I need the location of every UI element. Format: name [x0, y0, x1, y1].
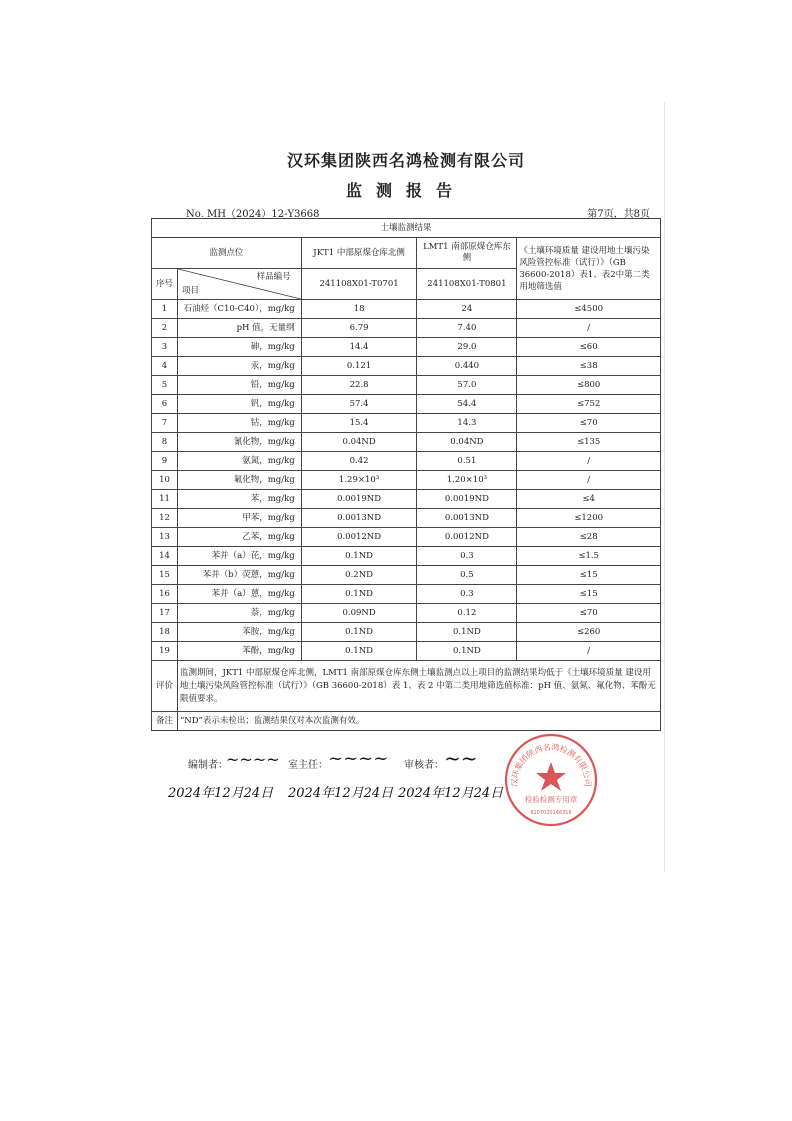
row-col1-value: 0.1ND	[301, 547, 417, 566]
company-name: 汉环集团陕西名鸿检测有限公司	[286, 151, 525, 170]
row-col1-value: 6.79	[301, 319, 417, 338]
row-item: 苯并（a）蒽，mg/kg	[177, 585, 301, 604]
row-number: 11	[152, 490, 178, 509]
row-number: 13	[152, 528, 178, 547]
row-col2-value: 14.3	[417, 414, 517, 433]
row-item: 砷，mg/kg	[177, 338, 301, 357]
row-standard: ≤4	[517, 490, 661, 509]
row-standard: ≤38	[517, 357, 661, 376]
sample-label: 样品编号	[256, 272, 291, 282]
row-col2-value: 29.0	[417, 338, 517, 357]
row-col2-value: 0.51	[417, 452, 517, 471]
row-number: 18	[152, 623, 178, 642]
row-col2-value: 0.1ND	[417, 623, 517, 642]
row-number: 1	[152, 300, 178, 319]
table-row	[152, 604, 661, 623]
point-label: 监测点位	[152, 238, 302, 269]
table-row	[152, 414, 661, 433]
reviewer-label: 审核者：	[404, 760, 444, 771]
row-number: 2	[152, 319, 178, 338]
row-number: 4	[152, 357, 178, 376]
row-number: 8	[152, 433, 178, 452]
row-col2-value: 0.5	[417, 566, 517, 585]
row-standard: /	[517, 452, 661, 471]
row-standard: ≤1.5	[517, 547, 661, 566]
row-col2-value: 57.0	[417, 376, 517, 395]
soil-monitoring-table	[151, 218, 661, 731]
row-col2-value: 0.12	[417, 604, 517, 623]
row-col2-value: 24	[417, 300, 517, 319]
col2-point-name: LMT1 南部原煤仓库东侧	[417, 238, 517, 269]
row-col2-value: 1.20×10³	[417, 471, 517, 490]
eval-text: 监测期间，JKT1 中部原煤仓库北侧，LMT1 南部原煤仓库东侧土壤监测点以上项目的监测结果均低于《土壤环境质量 建设用地土壤污染风险管控标准（试行）》（GB 36600-2018）表 1、表 2 中第二类用地筛选值标准：pH 值、氨氮、氟化物、苯酚无限值要求。	[177, 661, 660, 712]
row-standard: ≤260	[517, 623, 661, 642]
row-item: 钴，mg/kg	[177, 414, 301, 433]
svg-text:检验检测专用章: 检验检测专用章	[524, 795, 578, 804]
row-number: 14	[152, 547, 178, 566]
remark-label: 备注	[152, 712, 178, 731]
seq-label: 序号	[152, 269, 178, 300]
row-col1-value: 0.2ND	[301, 566, 417, 585]
row-item: 甲苯，mg/kg	[177, 509, 301, 528]
row-col1-value: 0.0013ND	[301, 509, 417, 528]
official-stamp	[503, 732, 599, 828]
row-standard: /	[517, 471, 661, 490]
row-col1-value: 18	[301, 300, 417, 319]
row-col1-value: 0.121	[301, 357, 417, 376]
row-item: 苯胺，mg/kg	[177, 623, 301, 642]
table-row	[152, 452, 661, 471]
row-col1-value: 1.29×10³	[301, 471, 417, 490]
row-number: 3	[152, 338, 178, 357]
row-item: 苯酚，mg/kg	[177, 642, 301, 661]
table-row	[152, 319, 661, 338]
row-standard: /	[517, 319, 661, 338]
row-col1-value: 0.1ND	[301, 642, 417, 661]
item-label: 项目	[181, 286, 199, 296]
row-item: 汞，mg/kg	[177, 357, 301, 376]
report-title: 监测报告	[345, 181, 466, 200]
table-row	[152, 338, 661, 357]
row-item: 乙苯，mg/kg	[177, 528, 301, 547]
row-col2-value: 54.4	[417, 395, 517, 414]
row-number: 16	[152, 585, 178, 604]
svg-text:6107020146316: 6107020146316	[530, 810, 572, 816]
row-col1-value: 0.04ND	[301, 433, 417, 452]
row-col1-value: 15.4	[301, 414, 417, 433]
row-item: 石油烃（C10-C40），mg/kg	[177, 300, 301, 319]
editor-date: 2024年12月24日	[168, 786, 274, 801]
row-standard: ≤15	[517, 566, 661, 585]
row-col2-value: 0.0012ND	[417, 528, 517, 547]
row-item: 苯，mg/kg	[177, 490, 301, 509]
row-number: 5	[152, 376, 178, 395]
col1-point-name: JKT1 中部原煤仓库北侧	[301, 238, 417, 269]
row-col2-value: 0.3	[417, 547, 517, 566]
row-number: 12	[152, 509, 178, 528]
row-item: 苯并（b）荧蒽，mg/kg	[177, 566, 301, 585]
remark-text: “ND”表示未检出；监测结果仅对本次监测有效。	[177, 712, 660, 731]
row-col2-value: 0.04ND	[417, 433, 517, 452]
row-item: 苯并（a）芘，mg/kg	[177, 547, 301, 566]
row-col2-value: 0.440	[417, 357, 517, 376]
row-col2-value: 0.0013ND	[417, 509, 517, 528]
row-number: 9	[152, 452, 178, 471]
row-col1-value: 57.4	[301, 395, 417, 414]
row-col1-value: 0.09ND	[301, 604, 417, 623]
director-label: 室主任：	[288, 760, 328, 771]
row-standard: ≤752	[517, 395, 661, 414]
row-standard: ≤15	[517, 585, 661, 604]
report-number: No. MH（2024）12-Y3668	[186, 209, 320, 220]
row-standard: ≤800	[517, 376, 661, 395]
row-item: 氨氮，mg/kg	[177, 452, 301, 471]
row-number: 10	[152, 471, 178, 490]
row-standard: ≤4500	[517, 300, 661, 319]
table-row	[152, 623, 661, 642]
table-row	[152, 547, 661, 566]
row-standard: ≤70	[517, 604, 661, 623]
table-row	[152, 395, 661, 414]
table-row	[152, 509, 661, 528]
editor-label: 编制者：	[188, 760, 228, 771]
table-row	[152, 528, 661, 547]
row-col2-value: 0.0019ND	[417, 490, 517, 509]
row-number: 7	[152, 414, 178, 433]
reviewer-signature: ~~	[444, 746, 478, 770]
row-item: pH 值，无量纲	[177, 319, 301, 338]
row-col1-value: 14.4	[301, 338, 417, 357]
row-col1-value: 0.1ND	[301, 585, 417, 604]
table-row	[152, 642, 661, 661]
director-date: 2024年12月24日	[288, 786, 394, 801]
row-col2-value: 7.40	[417, 319, 517, 338]
row-number: 17	[152, 604, 178, 623]
row-col1-value: 0.42	[301, 452, 417, 471]
table-row	[152, 471, 661, 490]
row-col1-value: 0.0012ND	[301, 528, 417, 547]
row-number: 19	[152, 642, 178, 661]
editor-signature: ~~~~	[226, 750, 280, 769]
row-col2-value: 0.3	[417, 585, 517, 604]
table-row	[152, 357, 661, 376]
row-col1-value: 0.0019ND	[301, 490, 417, 509]
table-row	[152, 585, 661, 604]
col2-sample-id: 241108X01-T0801	[417, 269, 517, 300]
row-standard: ≤70	[517, 414, 661, 433]
table-row	[152, 300, 661, 319]
row-standard: ≤1200	[517, 509, 661, 528]
col1-sample-id: 241108X01-T0701	[301, 269, 417, 300]
eval-label: 评价	[152, 661, 178, 712]
row-standard: ≤135	[517, 433, 661, 452]
standard-name: 《土壤环境质量 建设用地土壤污染风险管控标准（试行）》（GB 36600-2018）表1、表2中第二类用地筛选值	[517, 238, 661, 300]
row-number: 15	[152, 566, 178, 585]
page-number: 第7页，共8页	[587, 209, 650, 220]
row-item: 萘，mg/kg	[177, 604, 301, 623]
report-page	[148, 102, 665, 872]
diagonal-header-cell	[177, 269, 301, 300]
table-row	[152, 376, 661, 395]
svg-text:汉环集团陕西名鸿检测有限公司: 汉环集团陕西名鸿检测有限公司	[509, 742, 593, 787]
row-standard: /	[517, 642, 661, 661]
row-item: 氟化物，mg/kg	[177, 471, 301, 490]
reviewer-date: 2024年12月24日	[398, 786, 504, 801]
row-item: 氰化物，mg/kg	[177, 433, 301, 452]
table-row	[152, 490, 661, 509]
table-row	[152, 566, 661, 585]
row-standard: ≤60	[517, 338, 661, 357]
row-number: 6	[152, 395, 178, 414]
row-col1-value: 22.8	[301, 376, 417, 395]
row-item: 铅，mg/kg	[177, 376, 301, 395]
table-row	[152, 433, 661, 452]
table-caption: 土壤监测结果	[152, 219, 661, 238]
row-col1-value: 0.1ND	[301, 623, 417, 642]
row-standard: ≤28	[517, 528, 661, 547]
director-signature: ~~~~	[328, 748, 389, 769]
row-col2-value: 0.1ND	[417, 642, 517, 661]
row-item: 钒，mg/kg	[177, 395, 301, 414]
